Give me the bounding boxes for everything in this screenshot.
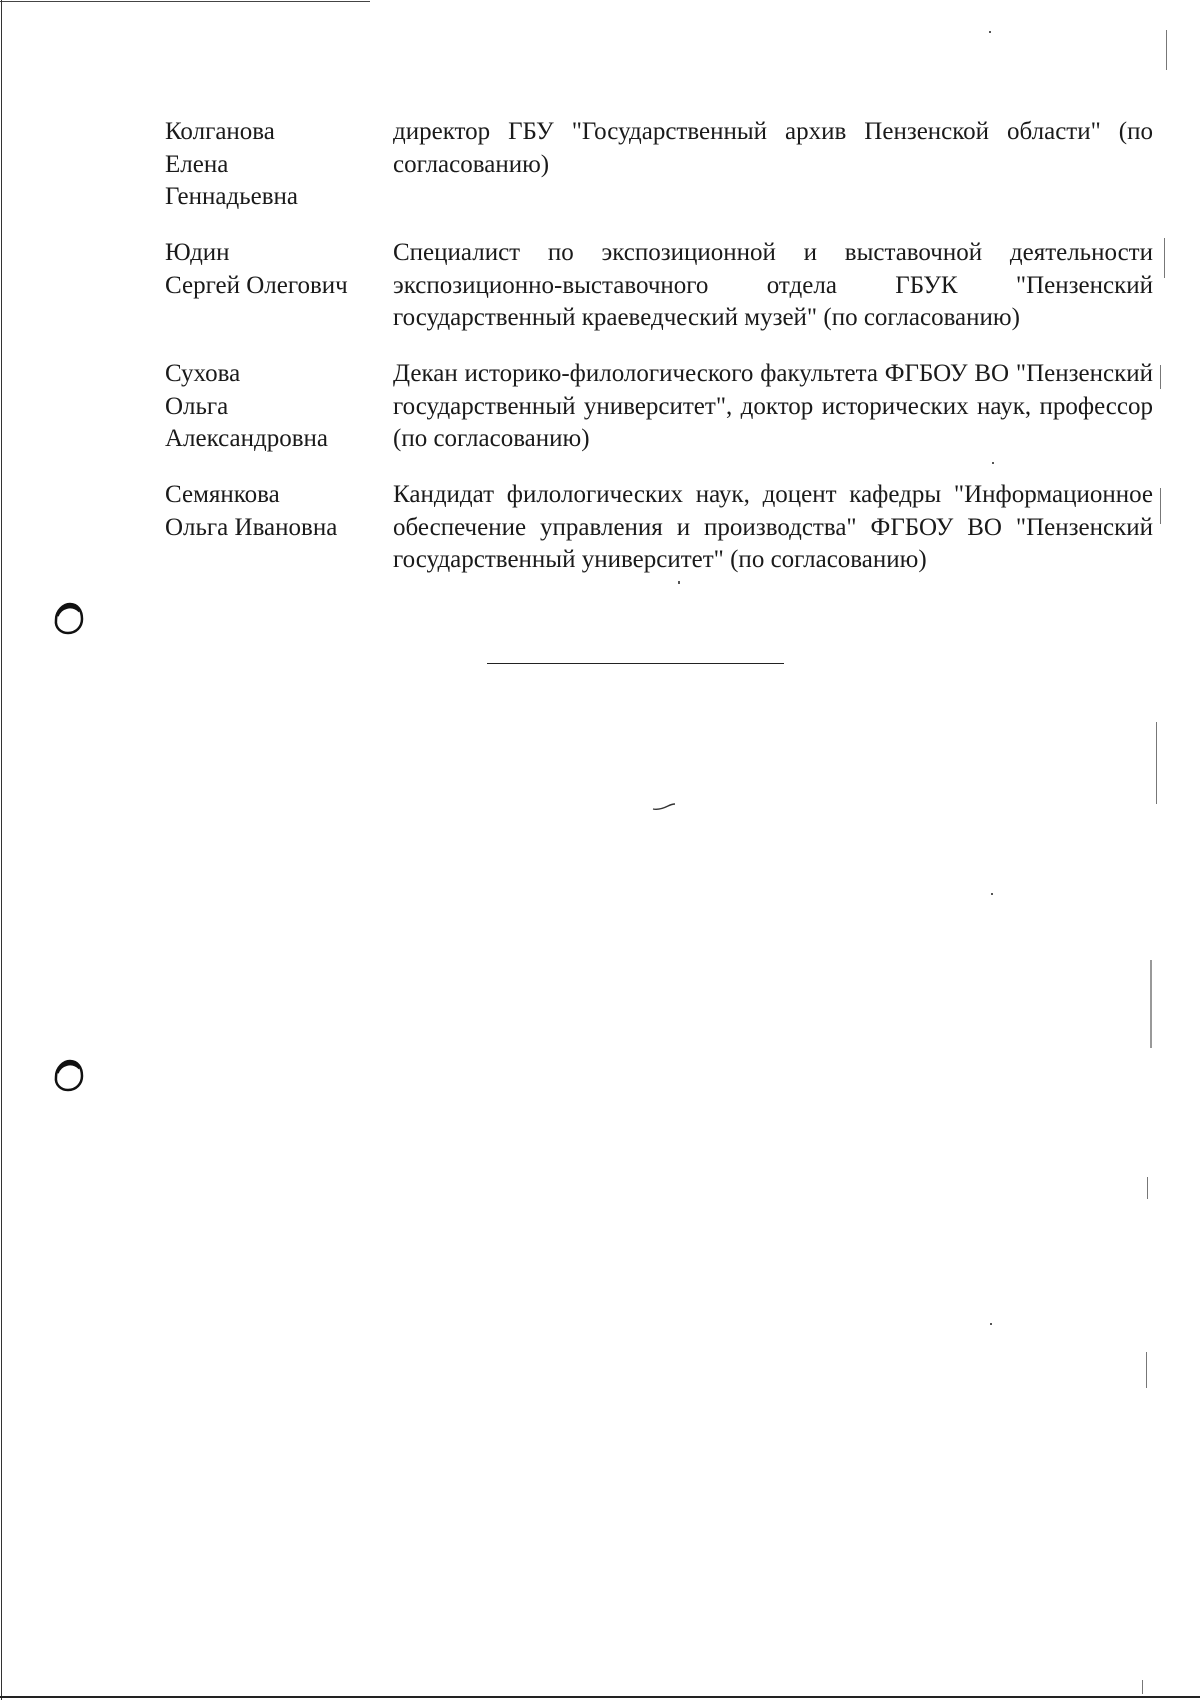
member-surname: Юдин xyxy=(165,239,230,266)
end-of-list-rule xyxy=(487,663,784,664)
scan-speck xyxy=(989,31,991,33)
member-first-name: Елена xyxy=(165,150,229,178)
scan-squiggle-mark xyxy=(652,800,676,812)
scan-margin-mark xyxy=(1160,365,1161,389)
member-name xyxy=(165,237,390,302)
punch-hole-icon xyxy=(52,1058,84,1092)
scan-margin-mark xyxy=(1147,1177,1148,1199)
scan-margin-mark xyxy=(1166,30,1167,70)
member-patronymic: Геннадьевна xyxy=(165,183,298,210)
member-name xyxy=(165,479,390,544)
scan-margin-mark xyxy=(1156,722,1157,804)
member-name xyxy=(165,116,390,214)
scan-margin-mark xyxy=(1160,488,1161,524)
member-surname: Колганова xyxy=(165,118,275,145)
member-role: Кандидат филологических наук, доцент кафедры "Информационное обеспечение управления и производства" ФГБОУ ВО "Пензенский государственный университет" (по согласованию) xyxy=(393,481,1153,573)
scan-top-edge-line xyxy=(0,1,370,2)
scan-speck xyxy=(678,581,680,584)
scan-speck xyxy=(992,462,994,464)
scan-margin-mark xyxy=(1142,1680,1143,1694)
scan-speck xyxy=(991,893,993,895)
scan-margin-mark xyxy=(1164,238,1165,278)
member-role: Декан историко-филологического факультета ФГБОУ ВО "Пензенский государственный университет", доктор исторических наук, профессор (по согласованию) xyxy=(393,360,1153,452)
member-surname: Семянкова xyxy=(165,481,280,508)
member-first-name-patronymic: Сергей Олегович xyxy=(165,271,348,299)
member-first-name: Ольга xyxy=(165,392,229,420)
member-patronymic: Александровна xyxy=(165,425,329,452)
scan-bottom-edge-line xyxy=(0,1696,1200,1698)
member-role: директор ГБУ "Государственный архив Пензенской области" (по согласованию) xyxy=(393,118,1153,178)
punch-hole-icon xyxy=(52,601,84,635)
member-surname: Сухова xyxy=(165,360,241,387)
scan-speck xyxy=(990,1323,992,1325)
scan-margin-mark xyxy=(1150,960,1152,1048)
member-first-name-patronymic: Ольга Ивановна xyxy=(165,513,338,541)
scan-left-edge-line xyxy=(1,0,2,1700)
scan-margin-mark xyxy=(1146,1352,1147,1388)
member-role: Специалист по экспозиционной и выставочной деятельности экспозиционно-выставочного отдела ГБУК "Пензенский государственный краеведческий музей" (по согласованию) xyxy=(393,239,1153,331)
member-name xyxy=(165,358,390,456)
